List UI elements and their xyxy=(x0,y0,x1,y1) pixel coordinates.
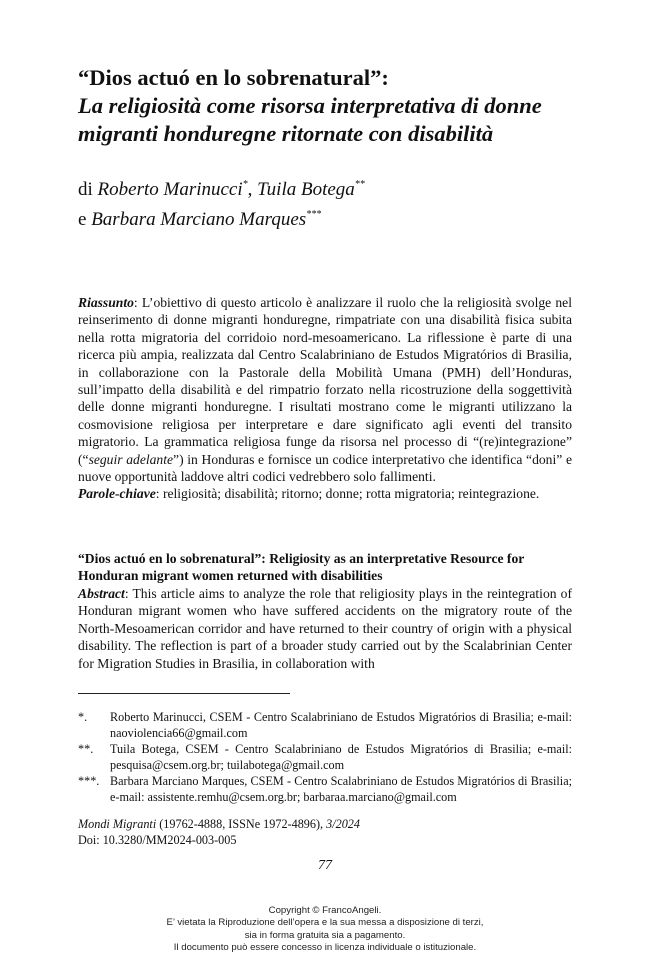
footnote-item xyxy=(78,773,572,805)
journal-name: Mondi Migranti xyxy=(78,817,157,831)
author-3: Barbara Marciano Marques xyxy=(91,209,307,230)
page-number: 77 xyxy=(318,858,332,873)
title-main: “Dios actuó en lo sobrenatural”: xyxy=(78,65,389,90)
riassunto-text-a: : L’obiettivo di questo articolo è analizzare il ruolo che la religiosità svolge nel reinserimento di donne migranti honduregne, rimpatriate con una disabilità fisica subita nella rotta migratoria del corridoio nord-mesoamericano. La riflessione è parte di una ricerca più ampia, realizzata dal Centro Scalabriniano de Estudos Migratórios di Brasilia, in collaborazione con la Pastorale della Mobilità Umana (PMH) dell’Honduras, sull’impatto della disabilità e del rimpatrio forzato nella ricostruzione della soggettività delle donne migranti honduregne. I risultati mostrano come le migranti utilizzano la cosmovisione religiosa per interpretare e dare significato agli eventi del transito migratorio. La grammatica religiosa funge da risorsa nel processo di “(re)integrazione” (“ xyxy=(78,295,572,467)
footnote-item xyxy=(78,741,572,773)
keywords-paragraph xyxy=(78,485,572,502)
article-title xyxy=(78,64,572,148)
author-separator: , xyxy=(247,179,253,200)
abstract-label: Abstract xyxy=(78,586,125,601)
journal-citation xyxy=(78,816,572,832)
journal-issn: (19762-4888, ISSNe 1972-4896), xyxy=(156,817,327,831)
journal-issue: 3/2024 xyxy=(326,817,360,831)
abstract-text: : This article aims to analyze the role that religiosity plays in the reintegration of Honduran migrant women who have suffered accidents on the migratory route of the North-Mesoamerican corridor and have returned to their country of origin with a physical disability. The reflection is part of a broader study carried out by the Scalabrinian Center for Migration Studies in Brasilia, in collaboration with xyxy=(78,586,572,671)
riassunto-label: Riassunto xyxy=(78,295,134,310)
journal-info xyxy=(78,816,572,848)
copyright-line: E’ vietata la Riproduzione dell’opera e la sua messa a disposizione di terzi, xyxy=(166,917,484,929)
keywords-text: : religiosità; disabilità; ritorno; donne; rotta migratoria; reintegrazione. xyxy=(155,486,540,502)
author-1: Roberto Marinucci xyxy=(97,179,243,200)
author-2-mark: ** xyxy=(354,179,365,190)
footnote-mark: ***. xyxy=(78,774,100,788)
title-subtitle: La religiosità come risorsa interpretativa di donne migranti honduregne ritornate con disabilità xyxy=(78,93,542,146)
riassunto-text-italic: seguir adelante xyxy=(88,451,174,467)
footnote-text: Barbara Marciano Marques, CSEM - Centro Scalabriniano de Estudos Migratórios di Brasilia; e-mail: assistente.remhu@csem.org.br; barbaraa.marciano@gmail.com xyxy=(110,774,572,804)
copyright-line: sia in forma gratuita sia a pagamento. xyxy=(244,929,406,941)
journal-doi: Doi: 10.3280/MM2024-003-005 xyxy=(78,833,237,847)
english-title: “Dios actuó en lo sobrenatural”: Religiosity as an interpretative Resource for Honduran migrant women returned with disabilities xyxy=(78,551,525,584)
footnote-text: Roberto Marinucci, CSEM - Centro Scalabriniano de Estudos Migratórios di Brasilia; e-mail: naoviolencia66@gmail.com xyxy=(110,710,572,740)
copyright-line: Copyright © FrancoAngeli. xyxy=(268,905,382,916)
author-1-mark: * xyxy=(242,179,248,190)
riassunto-paragraph xyxy=(78,294,572,485)
footnote-divider xyxy=(78,693,290,694)
english-abstract xyxy=(78,585,572,672)
italian-abstract xyxy=(78,294,572,503)
footnote-mark: **. xyxy=(78,742,94,756)
footnote-item xyxy=(78,709,572,741)
author-list xyxy=(78,172,572,232)
author-3-mark: *** xyxy=(306,209,322,220)
copyright-line: Il documento può essere concesso in licenza individuale o istituzionale. xyxy=(173,942,477,954)
keywords-label: Parole-chiave xyxy=(78,486,156,502)
footnotes xyxy=(78,709,572,805)
author-conjunction: e xyxy=(78,209,87,230)
author-2: Tuila Botega xyxy=(257,179,355,200)
author-prefix: di xyxy=(78,179,93,200)
riassunto-text-b: ”) in Honduras e fornisce un codice interpretativo che identifica “doni” e nuove opportunità laddove altri codici vedrebbero solo fallimenti. xyxy=(78,451,572,485)
copyright-notice xyxy=(0,905,650,955)
footnote-text: Tuila Botega, CSEM - Centro Scalabriniano de Estudos Migratórios di Brasilia; e-mail: pesquisa@csem.org.br; tuilabotega@gmail.com xyxy=(110,742,572,772)
footnote-mark: *. xyxy=(78,710,88,724)
